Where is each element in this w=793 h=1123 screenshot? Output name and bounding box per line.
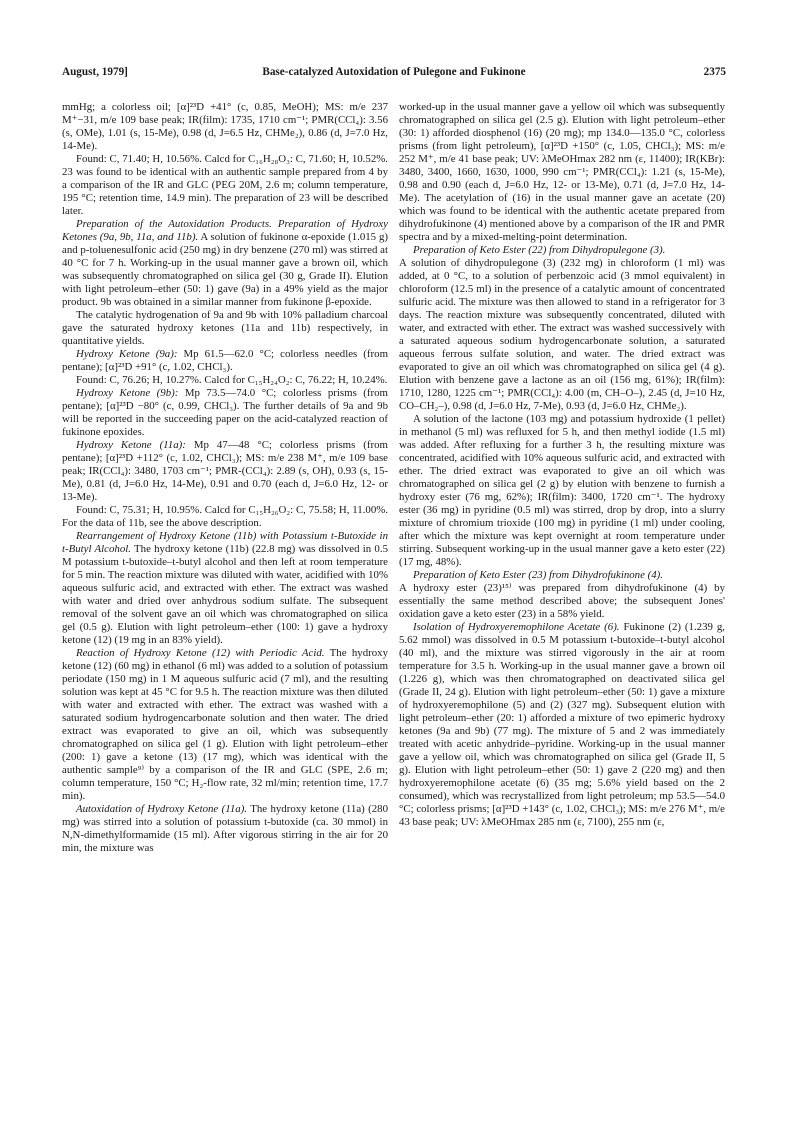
issue-date: August, 1979] <box>62 66 128 78</box>
section-heading: Preparation of the Autoxidation Products. Preparation of Hydroxy Ketones (9a, 9b, 11a, and 11b). <box>62 218 388 243</box>
section-heading: Hydroxy Ketone (9a): <box>76 348 178 360</box>
section-heading: Autoxidation of Hydroxy Ketone (11a). <box>76 803 248 815</box>
paragraph-text: A solution of the lactone (103 mg) and potassium hydroxide (1 pellet) in methanol (5 ml) was refluxed for 5 h, and then methyl iodide (1.5 ml) was added. After refluxing for a further 3 h, the resulting mixture was concentrated, acidified with 10% aqueous sulfuric acid, and extracted with ether. The dried extract was evaporated to give an oil which was chromatographed on silica gel (2 g) by elution with benzene to furnish a hydroxy ester (76 mg, 62%); IR(film): 3400, 1720 cm⁻¹. The hydroxy ester (36 mg) in pyridine (0.5 ml) was stirred, drop by drop, into a slurry mixture of chromium trioxide (100 mg) in pyridine (1 ml) under cooling, after which the mixture was kept overnight at room temperature under stirring. Subsequent working-up in the usual manner gave a keto ester (22) (17 mg, 48%). <box>399 413 725 568</box>
page-number: 2375 <box>703 66 726 78</box>
paragraph <box>399 621 725 829</box>
paragraph <box>62 803 388 855</box>
paragraph-text: mmHg; a colorless oil; [α]²³D +41° (c, 0.85, MeOH); MS: m/e 237 M⁺−31, m/e 109 base peak; IR(film): 1735, 1710 cm⁻¹; PMR(CCl₄): 3.56 (s, OMe), 1.01 (s, 15-Me), 0.98 (d, J=6.5 Hz, CHMe₂), 0.86 (d, J=7.0 Hz, 14-Me). <box>62 101 388 152</box>
paragraph <box>62 374 388 387</box>
section-heading: Hydroxy Ketone (11a): <box>76 439 186 451</box>
paragraph-text: Mp 61.5—62.0 °C; colorless needles (from pentane); [α]²³D +91° (c, 1.02, CHCl₃). <box>62 348 388 373</box>
section-heading: Hydroxy Ketone (9b): <box>76 387 179 399</box>
paragraph <box>62 218 388 309</box>
section-heading: Preparation of Keto Ester (23) from Dihydrofukinone (4). <box>413 569 663 581</box>
paragraph <box>399 413 725 569</box>
paragraph <box>399 257 725 413</box>
right-column <box>399 101 725 1101</box>
paragraph <box>399 582 725 621</box>
paragraph <box>399 569 725 582</box>
paragraph-text: A hydroxy ester (23)¹⁵⁾ was prepared from dihydrofukinone (4) by essentially the same method described above; the subsequent Jones' oxidation gave a keto ester (23) in a 58% yield. <box>399 582 725 620</box>
paragraph-text: Fukinone (2) (1.239 g, 5.62 mmol) was dissolved in 0.5 M potassium t-butoxide–t-butyl alcohol (40 ml), and the mixture was stirred vigorously in the air at room temperature for 3.5 h. Working-up in the usual manner gave a brown oil (1.226 g), which was then chromatographed on deactivated silica gel (Grade II, 24 g). Elution with light petroleum–ether (50: 1) gave a mixture of hydroxyeremophilone (5) and (2) (327 mg). Subsequent elution with light petroleum–ether (20: 1) afforded a mixture of two epimeric hydroxy ketones (9a and 9b) (77 mg). The mixture of 5 and 2 was immediately treated with acetic anhydride–pyridine. Working-up in the usual manner gave a yellow oil, which was chromatographed on silica gel (Grade II, 5 g). Elution with light petroleum–ether (50: 1) gave 2 (220 mg) and then hydroxyeremophilone acetate (6) (35 mg; 5.6% yield based on the 2 consumed), which was recrystallized from light petroleum; mp 53.5—54.0 °C; colorless prisms; [α]²³D +143° (c, 1.02, CHCl₃); MS: m/e 276 M⁺, m/e 43 base peak; UV: λMeOHmax 285 nm (ε, 7100), 255 nm (ε, <box>399 621 725 828</box>
paragraph <box>62 348 388 374</box>
paragraph-text: A solution of dihydropulegone (3) (232 mg) in chloroform (1 ml) was added, at 0 °C, to a solution of perbenzoic acid (3 mmol equivalent) in chloroform (12.5 ml) in the presence of a catalytic amount of concentrated sulfuric acid. The mixture was then allowed to stand in a refrigerator for 3 days. The reaction mixture was subsequently concentrated, diluted with water, and extracted with ether. The extract was washed successively with a saturated aqueous sodium hydrogencarbonate solution, a saturated aqueous ferrous sulfate solution, and water. The dried extract was evaporated to give an oil which was chromatographed on silica gel (4 g). Elution with benzene gave a lactone as an oil (156 mg, 61%); IR(film): 1710, 1280, 1225 cm⁻¹; PMR(CCl₄): 4.00 (m, CH–O–), 2.45 (d, J=10 Hz, CO–CH₂–), 0.98 (d, J=6.0 Hz, 7-Me), 0.93 (d, J=6.0 Hz, CHMe₂). <box>399 257 725 412</box>
running-header <box>62 66 726 82</box>
paragraph <box>62 309 388 348</box>
section-heading: Preparation of Keto Ester (22) from Dihydropulegone (3). <box>413 244 666 256</box>
paragraph <box>62 387 388 439</box>
paragraph-text: Found: C, 75.31; H, 10.95%. Calcd for C₁₅H₂₆O₂: C, 75.58; H, 11.00%. For the data of 11b, see the above description. <box>62 504 388 529</box>
paragraph-text: A solution of fukinone α-epoxide (1.015 g) and p-toluenesulfonic acid (250 mg) in dry benzene (270 ml) was stirred at 40 °C for 7 h. Working-up in the usual manner gave a brown oil, which was subsequently chromatographed on silica gel (30 g, Grade II). Elution with light petroleum–ether (50: 1) gave (9a) in a 49% yield as the major product. 9b was obtained in a similar manner from fukinone β-epoxide. <box>62 231 388 308</box>
paragraph <box>399 244 725 257</box>
paragraph <box>62 647 388 803</box>
left-column <box>62 101 388 1101</box>
paragraph <box>62 530 388 647</box>
paragraph <box>62 153 388 218</box>
paragraph-text: Mp 73.5—74.0 °C; colorless prisms (from pentane); [α]²³D −80° (c, 0.99, CHCl₃). The further details of 9a and 9b will be reported in the succeeding paper on the acid-catalyzed reaction of fukinone epoxides. <box>62 387 388 438</box>
section-heading: Reaction of Hydroxy Ketone (12) with Periodic Acid. <box>76 647 325 659</box>
section-heading: Isolation of Hydroxyeremophilone Acetate (6). <box>413 621 620 633</box>
paragraph <box>62 504 388 530</box>
paragraph-text: The catalytic hydrogenation of 9a and 9b with 10% palladium charcoal gave the saturated hydroxy ketones (11a and 11b) respectively, in quantitative yields. <box>62 309 388 347</box>
paragraph <box>62 101 388 153</box>
paragraph-text: The hydroxy ketone (11b) (22.8 mg) was dissolved in 0.5 M potassium t-butoxide–t-butyl alcohol and then left at room temperature for 5 min. The reaction mixture was diluted with water, acidified with 10% aqueous sulfuric acid, and extracted with ether. The extract was washed with water and dried over anhydrous sodium sulfate. The subsequent removal of the solvent gave an oil which was chromatographed on silica gel (0.5 g). Elution with light petroleum–ether (100: 1) gave a hydroxy ketone (12) (19 mg in an 83% yield). <box>62 543 388 646</box>
paragraph-text: worked-up in the usual manner gave a yellow oil which was subsequently chromatographed on silica gel (2.5 g). Elution with light petroleum–ether (30: 1) afforded diosphenol (16) (20 mg); mp 134.0—135.0 °C, colorless prisms (from light petroleum), [α]²³D +150° (c, 1.05, CHCl₃); MS: m/e 252 M⁺, m/e 41 base peak; UV: λMeOHmax 282 nm (ε, 11400); IR(KBr): 3480, 3400, 1660, 1630, 1000, 990 cm⁻¹; PMR(CCl₄): 1.21 (s, 15-Me), 0.98 and 0.90 (each d, J=6.0 Hz, 12- or 13-Me), 0.71 (d, J=7.0 Hz, 14-Me). The acetylation of (16) in the usual manner gave an acetate (20) which was found to be identical with the authentic acetate prepared from dihydrofukinone (4) mentioned above by a comparison of the IR and PMR spectra and by a mixed-melting-point determination. <box>399 101 725 243</box>
paragraph-text: Found: C, 71.40; H, 10.56%. Calcd for C₁₆H₂₈O₃: C, 71.60; H, 10.52%. 23 was found to be identical with an authentic sample prepared from 4 by a comparison of the IR and GLC (PEG 20M, 2.6 m; column temperature, 195 °C; retention time, 14.9 min). The preparation of 23 will be described later. <box>62 153 388 217</box>
running-title: Base-catalyzed Autoxidation of Pulegone and Fukinone <box>262 66 526 78</box>
paragraph-text: Mp 47—48 °C; colorless prisms (from pentane); [α]²³D +112° (c, 1.02, CHCl₃); MS: m/e 238 M⁺, m/e 109 base peak; IR(CCl₄): 3480, 1703 cm⁻¹; PMR-(CCl₄): 2.89 (s, OH), 0.93 (s, 15-Me), 0.81 (d, J=6.0 Hz, 14-Me), 0.91 and 0.70 (each d, J=6.0 Hz, 12- or 13-Me). <box>62 439 388 503</box>
paragraph-text: The hydroxy ketone (11a) (280 mg) was stirred into a solution of potassium t-butoxide (ca. 30 mmol) in N,N-dimethylformamide (15 ml). After vigorous stirring in the air for 20 min, the mixture was <box>62 803 388 854</box>
paragraph <box>62 439 388 504</box>
paragraph <box>399 101 725 244</box>
section-heading: Rearrangement of Hydroxy Ketone (11b) with Potassium t-Butoxide in t-Butyl Alcohol. <box>62 530 388 555</box>
paragraph-text: Found: C, 76.26; H, 10.27%. Calcd for C₁₅H₂₄O₂: C, 76.22; H, 10.24%. <box>76 374 388 386</box>
paragraph-text: The hydroxy ketone (12) (60 mg) in ethanol (6 ml) was added to a solution of potassium periodate (150 mg) in 1 M aqueous sulfuric acid (7 ml), and the resulting solution was kept at 45 °C for 9.5 h. The reaction mixture was then diluted with water and extracted with ether. The extract was washed with a saturated sodium hydrogencarbonate solution and then water. The dried extract was evaporated to give an oil, which was subsequently chromatographed on silica gel (1 g). Elution with light petroleum–ether (200: 1) gave a ketone (13) (17 mg), which was identical with the authentic sample⁹⁾ by a comparison of the IR and GLC (SPE, 2.6 m; column temperature, 150 °C; H₂-flow rate, 32 ml/min; retention time, 17.7 min). <box>62 647 388 802</box>
